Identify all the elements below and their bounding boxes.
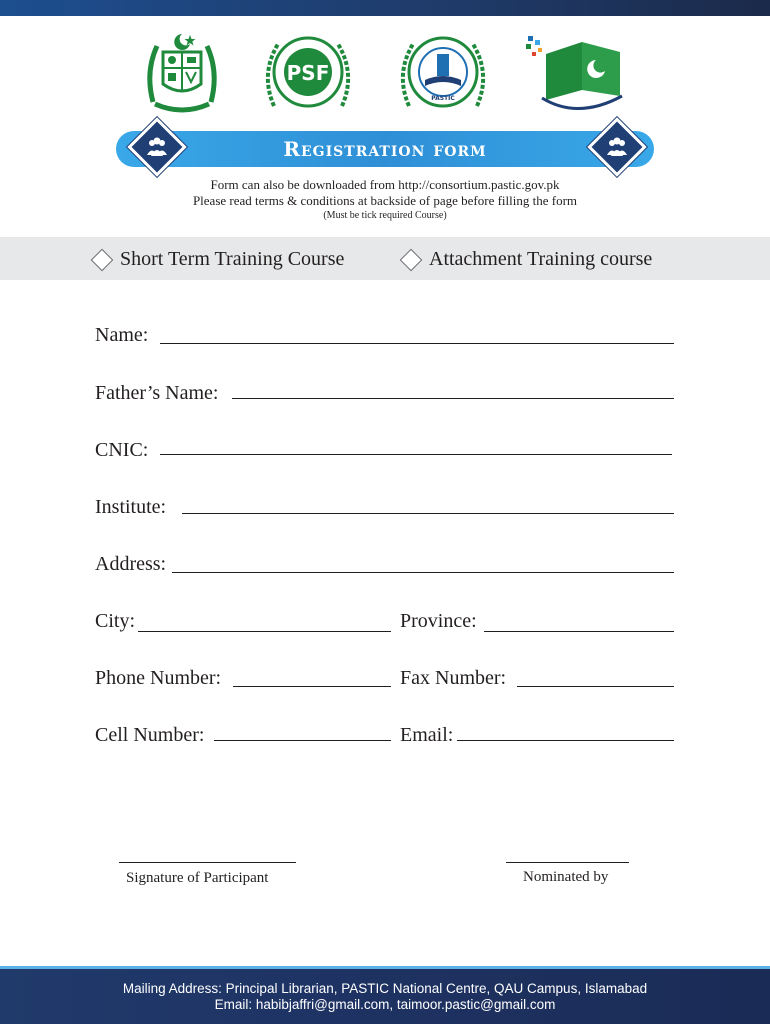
tick-note: (Must be tick required Course): [323, 210, 447, 221]
short-term-label: Short Term Training Course: [120, 248, 345, 270]
nominated-by-label: Nominated by: [523, 869, 609, 885]
terms-note: Please read terms & conditions at backside of page before filling the form: [192, 193, 578, 208]
svg-text:PSF: PSF: [286, 61, 330, 85]
people-icon: [139, 129, 175, 165]
email-label: Email:: [400, 724, 454, 746]
participant-signature-label: Signature of Participant: [126, 870, 269, 886]
mailing-address: Mailing Address: Principal Librarian, PASTIC National Centre, QAU Campus, Islamabad: [122, 981, 648, 996]
cnic-field[interactable]: [160, 454, 672, 455]
participant-signature-line[interactable]: [119, 862, 296, 863]
father-name-field[interactable]: [232, 398, 674, 399]
address-field[interactable]: [172, 572, 674, 573]
email-field[interactable]: [457, 740, 674, 741]
footer-email: Email: habibjaffri@gmail.com, taimoor.pastic@gmail.com: [214, 997, 556, 1012]
institute-field[interactable]: [182, 513, 674, 514]
nominated-by-line[interactable]: [506, 862, 629, 863]
fax-label: Fax Number:: [400, 667, 507, 689]
course-option-short-term[interactable]: [94, 248, 344, 271]
psf-logo-icon: [262, 32, 354, 116]
cell-field[interactable]: [214, 740, 391, 741]
short-term-checkbox[interactable]: [91, 248, 114, 271]
father-name-label: Father’s Name:: [95, 382, 219, 404]
attachment-label: Attachment Training course: [429, 248, 653, 270]
address-label: Address:: [95, 553, 167, 575]
footer: [0, 966, 770, 1024]
people-icon: [599, 129, 635, 165]
province-label: Province:: [400, 610, 477, 632]
city-field[interactable]: [138, 631, 391, 632]
phone-label: Phone Number:: [95, 667, 222, 689]
fax-field[interactable]: [517, 686, 674, 687]
form-title: Registration form: [283, 137, 487, 161]
cnic-label: CNIC:: [95, 439, 149, 461]
top-bar: [0, 0, 770, 16]
left-badge: [127, 117, 186, 176]
name-field[interactable]: [160, 343, 674, 344]
cell-label: Cell Number:: [95, 724, 205, 746]
phone-field[interactable]: [233, 686, 391, 687]
institute-label: Institute:: [95, 496, 167, 518]
pastic-logo-icon: [397, 32, 489, 116]
government-emblem-icon: [143, 32, 221, 116]
course-option-attachment[interactable]: [403, 248, 652, 271]
consortium-logo-icon: [522, 32, 632, 116]
city-label: City:: [95, 610, 136, 632]
download-note: Form can also be downloaded from http://consortium.pastic.gov.pk: [210, 177, 560, 192]
title-banner: [116, 131, 654, 167]
svg-text:PASTIC: PASTIC: [431, 95, 455, 102]
attachment-checkbox[interactable]: [400, 248, 423, 271]
province-field[interactable]: [484, 631, 674, 632]
name-label: Name:: [95, 324, 149, 346]
right-badge: [587, 117, 646, 176]
